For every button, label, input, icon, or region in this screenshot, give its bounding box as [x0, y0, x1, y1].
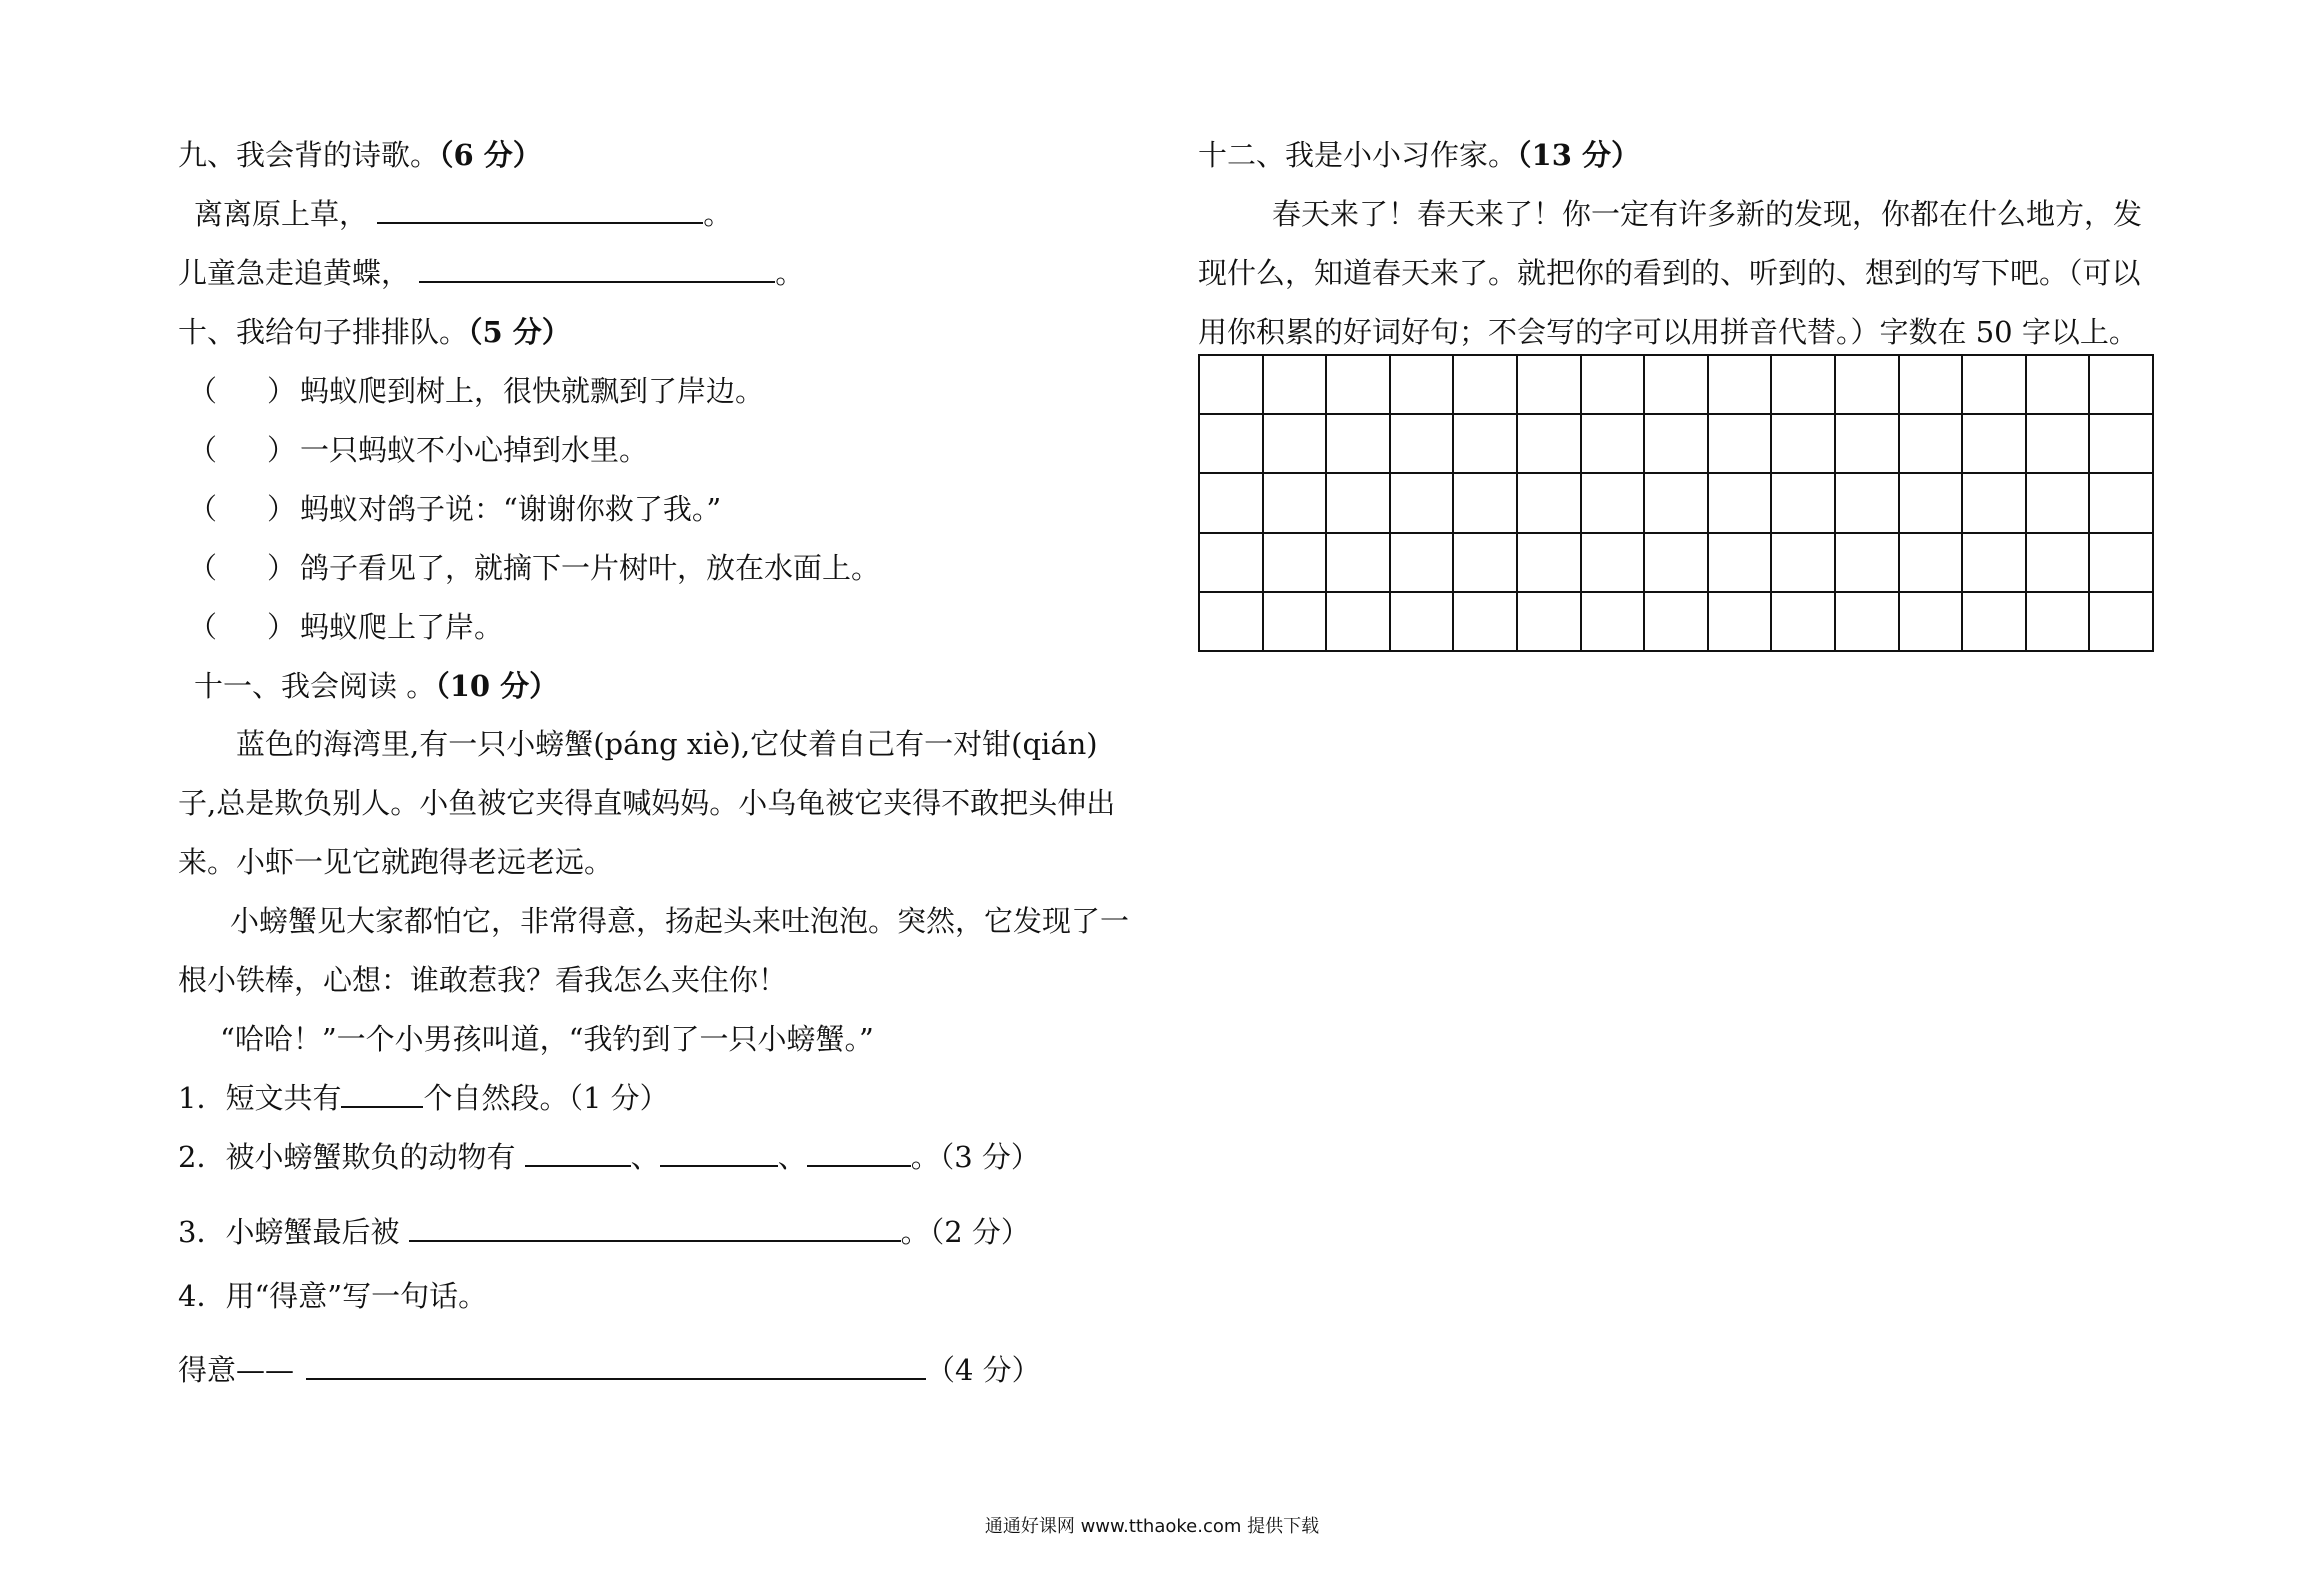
- grid-cell[interactable]: [1391, 415, 1455, 474]
- order-item: （ ） 鸽子看见了，就摘下一片树叶，放在水面上。: [188, 548, 880, 588]
- grid-cell[interactable]: [1900, 534, 1964, 593]
- grid-cell[interactable]: [1645, 415, 1709, 474]
- section9-heading: 九、我会背的诗歌。（6 分）: [178, 138, 542, 172]
- grid-cell[interactable]: [1327, 415, 1391, 474]
- question-4: 4．用“得意”写一句话。: [178, 1279, 488, 1313]
- grid-cell[interactable]: [1836, 593, 1900, 652]
- grid-cell[interactable]: [1200, 593, 1264, 652]
- writing-grid[interactable]: [1198, 354, 2154, 652]
- grid-cell[interactable]: [1327, 356, 1391, 415]
- order-answer-box[interactable]: （ ）: [188, 433, 297, 467]
- question-1: 1．短文共有 个自然段。（1 分）: [178, 1081, 669, 1115]
- order-item: （ ） 蚂蚁爬上了岸。: [188, 607, 503, 647]
- grid-cell[interactable]: [1391, 534, 1455, 593]
- grid-cell[interactable]: [1327, 474, 1391, 533]
- prompt-line: 春天来了！春天来了！你一定有许多新的发现，你都在什么地方，发: [1272, 197, 2143, 231]
- q2-answer-blank-2[interactable]: [660, 1139, 778, 1167]
- grid-cell[interactable]: [1836, 474, 1900, 533]
- grid-cell[interactable]: [1836, 415, 1900, 474]
- order-answer-box[interactable]: （ ）: [188, 374, 297, 408]
- grid-cell[interactable]: [1264, 593, 1328, 652]
- prompt-line: 现什么，知道春天来了。就把你的看到的、听到的、想到的写下吧。（可以: [1198, 256, 2141, 290]
- footer-credit: 通通好课网 www.tthaoke.com 提供下载: [984, 1516, 1320, 1537]
- grid-cell[interactable]: [1963, 534, 2027, 593]
- grid-cell[interactable]: [1709, 534, 1773, 593]
- grid-cell[interactable]: [1200, 415, 1264, 474]
- grid-cell[interactable]: [2090, 593, 2154, 652]
- question-3: 3．小螃蟹最后被 。（2 分）: [178, 1215, 1030, 1249]
- grid-cell[interactable]: [1518, 356, 1582, 415]
- grid-cell[interactable]: [1900, 593, 1964, 652]
- grid-cell[interactable]: [1518, 593, 1582, 652]
- passage-line: 子,总是欺负别人。小鱼被它夹得直喊妈妈。小乌龟被它夹得不敢把头伸出: [178, 786, 1116, 820]
- question-2: 2．被小螃蟹欺负的动物有 、 、 。（3 分）: [178, 1140, 1040, 1174]
- poem-blank-2[interactable]: [419, 255, 775, 283]
- grid-cell[interactable]: [2027, 356, 2091, 415]
- grid-cell[interactable]: [1264, 356, 1328, 415]
- grid-cell[interactable]: [1963, 593, 2027, 652]
- grid-cell[interactable]: [1454, 415, 1518, 474]
- grid-cell[interactable]: [1327, 534, 1391, 593]
- grid-cell[interactable]: [1645, 474, 1709, 533]
- grid-cell[interactable]: [2027, 415, 2091, 474]
- section11-heading: 十一、我会阅读 。（10 分）: [194, 669, 559, 703]
- grid-cell[interactable]: [1391, 593, 1455, 652]
- grid-cell[interactable]: [1772, 474, 1836, 533]
- prompt-line: 用你积累的好词好句；不会写的字可以用拼音代替。）字数在 50 字以上。: [1198, 315, 2138, 349]
- order-answer-box[interactable]: （ ）: [188, 551, 297, 585]
- grid-cell[interactable]: [1836, 356, 1900, 415]
- passage-line: “哈哈！”一个小男孩叫道，“我钓到了一只小螃蟹。”: [220, 1022, 874, 1056]
- q4-answer-blank[interactable]: [306, 1352, 926, 1380]
- grid-cell[interactable]: [1772, 415, 1836, 474]
- grid-cell[interactable]: [1518, 474, 1582, 533]
- grid-cell[interactable]: [1582, 534, 1646, 593]
- section10-heading: 十、我给句子排排队。（5 分）: [178, 315, 571, 349]
- grid-cell[interactable]: [1582, 356, 1646, 415]
- grid-cell[interactable]: [1772, 593, 1836, 652]
- grid-cell[interactable]: [1264, 474, 1328, 533]
- grid-cell[interactable]: [1264, 534, 1328, 593]
- grid-cell[interactable]: [1645, 356, 1709, 415]
- grid-cell[interactable]: [1709, 474, 1773, 533]
- grid-cell[interactable]: [2090, 474, 2154, 533]
- grid-cell[interactable]: [1709, 593, 1773, 652]
- poem-blank-1[interactable]: [377, 196, 703, 224]
- grid-cell[interactable]: [1518, 534, 1582, 593]
- grid-cell[interactable]: [1900, 415, 1964, 474]
- grid-cell[interactable]: [1200, 474, 1264, 533]
- grid-cell[interactable]: [2090, 356, 2154, 415]
- poem-line-2: 儿童急走追黄蝶， 。: [178, 256, 805, 290]
- grid-cell[interactable]: [1963, 474, 2027, 533]
- order-answer-box[interactable]: （ ）: [188, 492, 297, 526]
- section12-heading: 十二、我是小小习作家。（13 分）: [1198, 138, 1640, 172]
- grid-cell[interactable]: [1963, 356, 2027, 415]
- q2-answer-blank-3[interactable]: [807, 1139, 911, 1167]
- order-item: （ ） 一只蚂蚁不小心掉到水里。: [188, 430, 648, 470]
- q3-answer-blank[interactable]: [409, 1214, 901, 1242]
- grid-cell[interactable]: [1200, 356, 1264, 415]
- passage-line: 小螃蟹见大家都怕它，非常得意，扬起头来吐泡泡。突然，它发现了一: [230, 904, 1130, 938]
- grid-cell[interactable]: [1454, 593, 1518, 652]
- grid-cell[interactable]: [1200, 534, 1264, 593]
- question-4-answer: 得意—— （4 分）: [178, 1353, 1041, 1387]
- grid-cell[interactable]: [1518, 415, 1582, 474]
- grid-cell[interactable]: [1709, 356, 1773, 415]
- order-item: （ ） 蚂蚁对鸽子说：“谢谢你救了我。”: [188, 489, 721, 529]
- grid-cell[interactable]: [2090, 415, 2154, 474]
- passage-line: 蓝色的海湾里,有一只小螃蟹(páng xiè),它仗着自己有一对钳(qián): [236, 727, 1098, 761]
- grid-cell[interactable]: [1391, 356, 1455, 415]
- grid-cell[interactable]: [1963, 415, 2027, 474]
- grid-cell[interactable]: [1772, 534, 1836, 593]
- grid-cell[interactable]: [1582, 474, 1646, 533]
- grid-cell[interactable]: [1645, 534, 1709, 593]
- grid-cell[interactable]: [1900, 474, 1964, 533]
- grid-cell[interactable]: [1645, 593, 1709, 652]
- grid-cell[interactable]: [2027, 593, 2091, 652]
- grid-cell[interactable]: [1454, 356, 1518, 415]
- poem-line-1: 离离原上草， 。: [194, 197, 733, 231]
- grid-cell[interactable]: [1709, 415, 1773, 474]
- grid-cell[interactable]: [1264, 415, 1328, 474]
- q2-answer-blank-1[interactable]: [525, 1139, 631, 1167]
- grid-cell[interactable]: [1582, 415, 1646, 474]
- passage-line: 根小铁棒，心想：谁敢惹我？看我怎么夹住你！: [178, 963, 788, 997]
- grid-cell[interactable]: [1582, 593, 1646, 652]
- q1-answer-blank[interactable]: [341, 1080, 423, 1108]
- grid-cell[interactable]: [1327, 593, 1391, 652]
- passage-line: 来。小虾一见它就跑得老远老远。: [178, 845, 614, 879]
- grid-cell[interactable]: [2027, 474, 2091, 533]
- grid-cell[interactable]: [1836, 534, 1900, 593]
- order-answer-box[interactable]: （ ）: [188, 610, 297, 644]
- grid-cell[interactable]: [1900, 356, 1964, 415]
- grid-cell[interactable]: [2090, 534, 2154, 593]
- grid-cell[interactable]: [1454, 474, 1518, 533]
- order-item: （ ） 蚂蚁爬到树上，很快就飘到了岸边。: [188, 371, 764, 411]
- grid-cell[interactable]: [1454, 534, 1518, 593]
- grid-cell[interactable]: [1772, 356, 1836, 415]
- grid-cell[interactable]: [1391, 474, 1455, 533]
- grid-cell[interactable]: [2027, 534, 2091, 593]
